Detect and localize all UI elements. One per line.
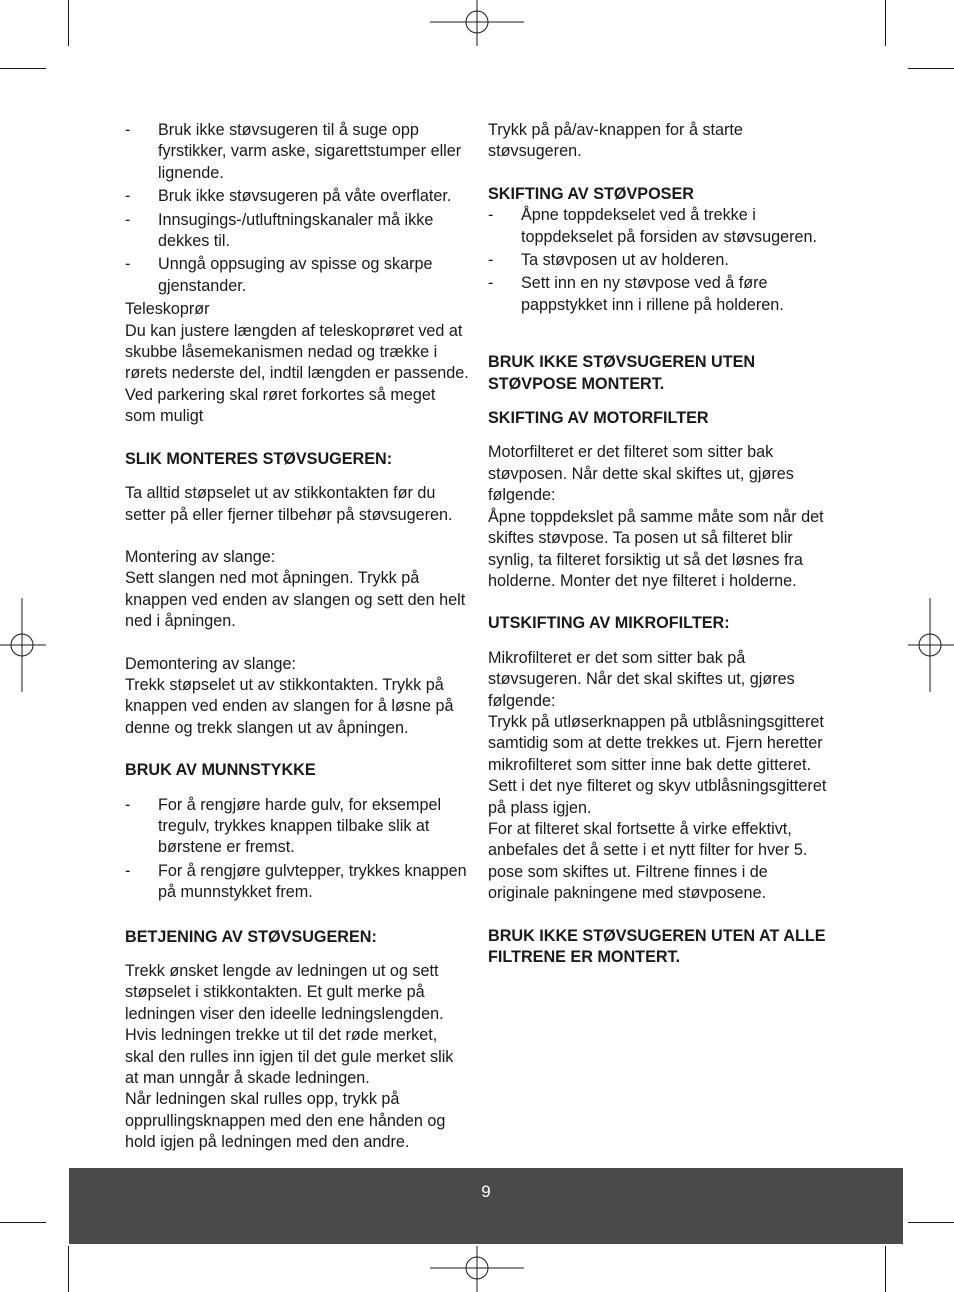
paragraph: Mikrofilteret er det som sitter bak på støvsugeren. Når det skal skiftes ut, gjøres følgende: [488, 648, 795, 710]
page-footer [69, 1168, 903, 1244]
paragraph: Når ledningen skal rulles opp, trykk på opprullingsknappen med den ene hånden og hold igjen på ledningen med den andre. [125, 1090, 446, 1152]
section-heading: Teleskoprør [125, 300, 210, 319]
section-heading: UTSKIFTING AV MIKROFILTER: [488, 614, 730, 633]
paragraph: Ta alltid støpselet ut av stikkontakten før du setter på eller fjerner tilbehør på støvsugeren. [125, 484, 453, 524]
section-heading: SLIK MONTERES STØVSUGEREN: [125, 449, 393, 468]
crop-mark [68, 0, 69, 46]
crop-mark [908, 1222, 954, 1223]
warning-text: BRUK IKKE STØVSUGEREN UTEN AT ALLE FILTRENE ER MONTERT. [488, 926, 826, 966]
paragraph: Du kan justere længden af teleskoprøret ved at skubbe låsemekanismen nedad og trække i rørets nederste del, indtil længden er passende. Ved parkering skal røret forkortes så meget som muligt [125, 321, 469, 426]
section-heading: BRUK AV MUNNSTYKKE [125, 761, 316, 780]
crop-mark [0, 1222, 46, 1223]
paragraph: Trekk støpselet ut av stikkontakten. Trykk på knappen ved enden av slangen for å løsne på denne og trekk slangen ut av åpningen. [125, 675, 454, 737]
left-column [125, 120, 470, 1154]
paragraph: Motorfilteret er det filteret som sitter bak støvposen. Når dette skal skiftes ut, gjøres følgende: [488, 443, 794, 505]
crop-mark [68, 1246, 69, 1292]
crop-mark [0, 68, 46, 69]
crop-mark [908, 68, 954, 69]
warning-text: BRUK IKKE STØVSUGEREN UTEN STØVPOSE MONTERT. [488, 353, 756, 393]
section-heading: SKIFTING AV MOTORFILTER [488, 409, 709, 428]
section-heading: Montering av slange: [125, 547, 276, 566]
list-item: - Ta støvposen ut av holderen. [488, 251, 729, 270]
paragraph: Sett slangen ned mot åpningen. Trykk på knappen ved enden av slangen og sett den helt ned i åpningen. [125, 569, 466, 631]
paragraph: Åpne toppdekslet på samme måte som når det skiftes støvpose. Ta posen ut så filteret blir synlig, ta filteret forsiktig ut så det løsnes fra holderne. Monter det nye filteret i holderne. [488, 507, 824, 590]
crop-mark [885, 0, 886, 46]
registration-mark-icon [430, 1246, 524, 1292]
paragraph: For at filteret skal fortsette å virke effektivt, anbefales det å sette i et nytt filter for hver 5. pose som skiftes ut. Filtrene finnes i de originale pakningene med støvposene. [488, 819, 808, 903]
section-heading: Demontering av slange: [125, 654, 296, 673]
crop-mark [885, 1246, 886, 1292]
paragraph: Trykk på på/av-knappen for å starte støvsugeren. [488, 121, 743, 161]
list-item: - Bruk ikke støvsugeren til å suge opp fyrstikker, varm aske, sigarettstumper eller lignende. [125, 121, 462, 182]
page-number: 9 [481, 1182, 491, 1201]
registration-mark-icon [430, 0, 524, 46]
paragraph: Trykk på utløserknappen på utblåsningsgitteret samtidig som at dette trekkes ut. Fjern heretter mikrofilteret som sitter inne bak dette gitteret. Sett i det nye filteret og skyv utblåsningsgitteret på plass igjen. [488, 712, 827, 817]
list-item: - Innsugings-/utluftningskanaler må ikke dekkes til. [125, 210, 434, 251]
list-item: - Bruk ikke støvsugeren på våte overflater. [125, 187, 452, 206]
registration-mark-icon [908, 598, 954, 692]
list-item: - For å rengjøre gulvtepper, trykkes knappen på munnstykket frem. [125, 861, 467, 902]
list-item: - For å rengjøre harde gulv, for eksempel tregulv, trykkes knappen tilbake slik at børstene er fremst. [125, 795, 442, 857]
right-column [488, 120, 833, 968]
section-heading: BETJENING AV STØVSUGEREN: [125, 927, 377, 946]
section-heading: SKIFTING AV STØVPOSER [488, 184, 694, 203]
list-item: - Sett inn en ny støvpose ved å føre pappstykket inn i rillene på holderen. [488, 274, 784, 314]
registration-mark-icon [0, 598, 46, 692]
paragraph: Trekk ønsket lengde av ledningen ut og sett støpselet i stikkontakten. Et gult merke på ledningen viser den ideelle ledningslengden. Hvis ledningen trekke ut til det røde merket, skal den rulles inn igjen til det gule merket slik at man unngår å skade ledningen. [125, 962, 454, 1088]
list-item: - Åpne toppdekselet ved å trekke i toppdekselet på forsiden av støvsugeren. [488, 206, 818, 246]
list-item: - Unngå oppsuging av spisse og skarpe gjenstander. [125, 255, 433, 295]
